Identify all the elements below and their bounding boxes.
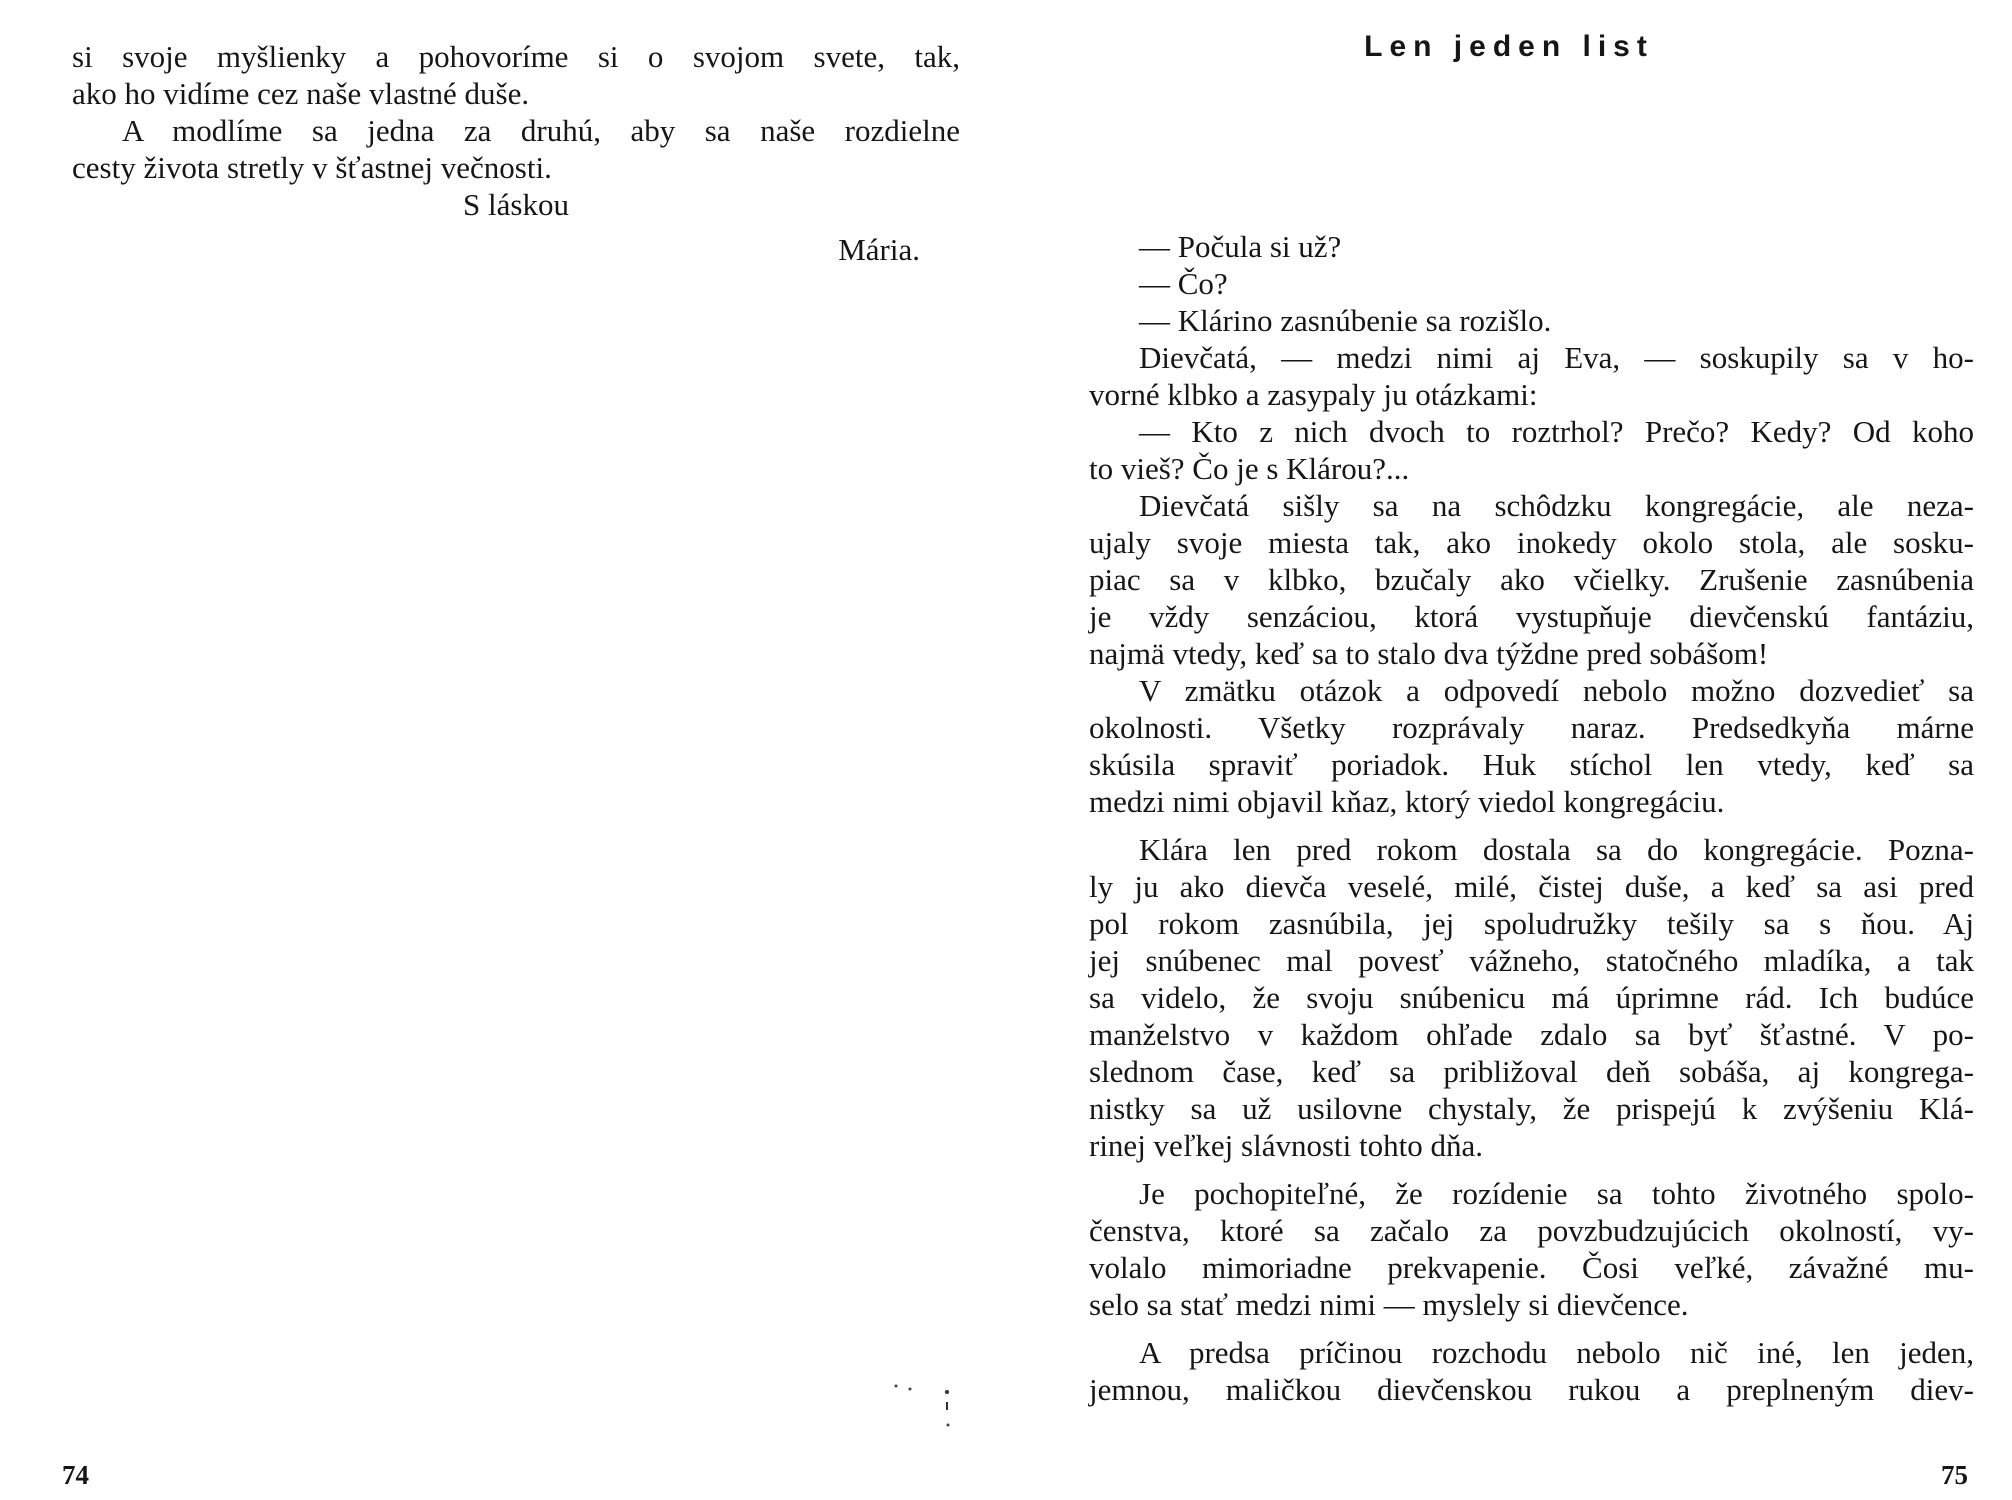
paragraph <box>1089 265 1974 302</box>
text-line: A modlíme sa jedna za druhú, aby sa naše rozdielne <box>122 113 960 148</box>
text-line: V zmätku otázok a odpovedí nebolo možno dozvedieť sa <box>1139 673 1974 708</box>
paragraph <box>1089 413 1974 487</box>
text-line: okolnosti. Všetky rozprávaly naraz. Predsedkyňa márne <box>1089 710 1974 745</box>
paragraph <box>1089 302 1974 339</box>
text-line: A predsa príčinou rozchodu nebolo nič iné, len jeden, <box>1139 1335 1974 1370</box>
text-line: selo sa stať medzi nimi — myslely si dievčence. <box>1089 1287 1689 1322</box>
right-page-text <box>1089 228 1974 1408</box>
text-line: ujaly svoje miesta tak, ako inokedy okolo stola, ale sosku- <box>1089 525 1974 560</box>
scan-specks <box>890 1380 970 1460</box>
paragraph <box>1089 487 1974 672</box>
text-line: ly ju ako dievča veselé, milé, čistej duše, a keď sa asi pred <box>1089 869 1974 904</box>
left-page-text <box>72 38 960 268</box>
text-line: manželstvo v každom ohľade zdalo sa byť šťastné. V po- <box>1089 1017 1974 1052</box>
text-line: nistky sa už usilovne chystaly, že prispejú k zvýšeniu Klá- <box>1089 1091 1974 1126</box>
text-line: pol rokom zasnúbila, jej spoludružky tešily sa s ňou. Aj <box>1089 906 1974 941</box>
text-line: si svoje myšlienky a pohovoríme si o svojom svete, tak, <box>72 39 960 74</box>
page-number-right: 75 <box>1941 1460 1968 1490</box>
text-line: jej snúbenec mal povesť vážneho, statočného mladíka, a tak <box>1089 943 1974 978</box>
text-line: vorné klbko a zasypaly ju otázkami: <box>1089 377 1538 412</box>
text-line: Dievčatá sišly sa na schôdzku kongregácie, ale neza- <box>1139 488 1974 523</box>
paragraph <box>1089 1334 1974 1408</box>
text-line: slednom čase, keď sa približoval deň sobáša, aj kongrega- <box>1089 1054 1974 1089</box>
paragraph <box>1089 1175 1974 1323</box>
text-line: je vždy senzáciou, ktorá vystupňuje dievčenskú fantáziu, <box>1089 599 1974 634</box>
paragraph <box>1089 228 1974 265</box>
right-page <box>1006 0 2012 1500</box>
paragraph <box>1089 831 1974 1164</box>
paragraph <box>1089 672 1974 820</box>
text-line: najmä vtedy, keď sa to stalo dva týždne pred sobášom! <box>1089 636 1769 671</box>
text-line: skúsila spraviť poriadok. Huk stíchol len vtedy, keď sa <box>1089 747 1974 782</box>
text-line: — Čo? <box>1139 266 1228 301</box>
text-line: sa videlo, že svoju snúbenicu má úprimne rád. Ich budúce <box>1089 980 1974 1015</box>
text-line: — Počula si už? <box>1139 229 1342 264</box>
page-number-left: 74 <box>62 1460 89 1490</box>
letter-signature: Mária. <box>838 232 920 267</box>
text-line: jemnou, maličkou dievčenskou rukou a preplneným diev- <box>1089 1372 1974 1407</box>
text-line: piac sa v klbko, bzučaly ako včielky. Zrušenie zasnúbenia <box>1089 562 1974 597</box>
text-line: ako ho vidíme cez naše vlastné duše. <box>72 76 530 111</box>
text-line: rinej veľkej slávnosti tohto dňa. <box>1089 1128 1483 1163</box>
paragraph <box>1089 339 1974 413</box>
text-line: čenstva, ktoré sa začalo za povzbudzujúcich okolností, vy- <box>1089 1213 1974 1248</box>
text-line: Dievčatá, — medzi nimi aj Eva, — soskupily sa v ho- <box>1139 340 1974 375</box>
running-title: Len jeden list <box>1364 30 1654 63</box>
text-line: — Kto z nich dvoch to roztrhol? Prečo? Kedy? Od koho <box>1139 414 1974 449</box>
letter-closing: S láskou <box>463 187 569 222</box>
text-line: volalo mimoriadne prekvapenie. Čosi veľké, závažné mu- <box>1089 1250 1974 1285</box>
text-line: to vieš? Čo je s Klárou?... <box>1089 451 1410 486</box>
text-line: medzi nimi objavil kňaz, ktorý viedol kongregáciu. <box>1089 784 1725 819</box>
text-line: Je pochopiteľné, že rozídenie sa tohto životného spolo- <box>1139 1176 1974 1211</box>
text-line: cesty života stretly v šťastnej večnosti. <box>72 150 552 185</box>
text-line: Klára len pred rokom dostala sa do kongregácie. Pozna- <box>1139 832 1974 867</box>
text-line: — Klárino zasnúbenie sa rozišlo. <box>1139 303 1552 338</box>
